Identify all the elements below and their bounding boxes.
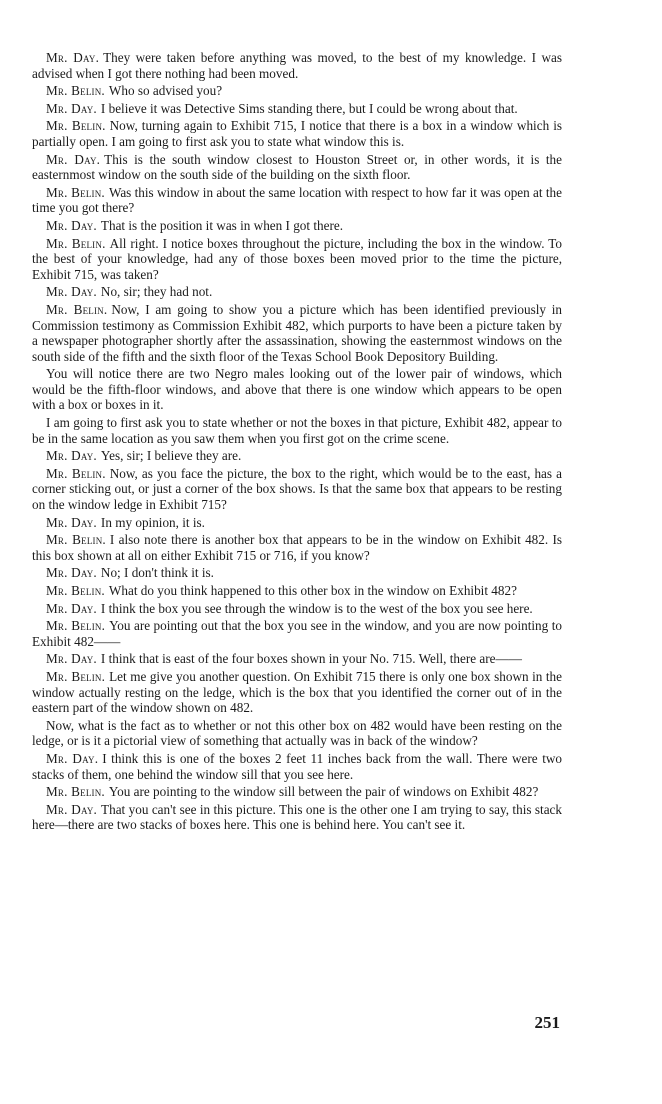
testimony-paragraph: [32, 101, 562, 117]
testimony-paragraph: [32, 718, 562, 749]
testimony-text: What do you think happened to this other box in the window on Exhibit 482?: [108, 583, 517, 598]
testimony-text: That is the position it was in when I got there.: [100, 217, 344, 233]
testimony-paragraph: [32, 651, 562, 667]
testimony-paragraph: [32, 618, 562, 649]
testimony-paragraph: [32, 415, 562, 446]
speaker-name: Mr. Day.: [46, 801, 98, 817]
testimony-paragraph: [32, 236, 562, 283]
speaker-name: Mr. Belin.: [46, 83, 105, 99]
testimony-paragraph: [32, 751, 562, 782]
testimony-text: You will notice there are two Negro males looking out of the lower pair of windows, which would be the fifth-floor windows, and above that there is one window which appears to be open with a box or boxes in it.: [32, 366, 562, 413]
testimony-text: I am going to first ask you to state whether or not the boxes in that picture, Exhibit 482, appear to be in the same location as you saw them when you first got on the crime scene.: [32, 415, 562, 446]
speaker-name: Mr. Day.: [46, 651, 97, 667]
page-number: 251: [534, 1013, 560, 1032]
speaker-name: Mr. Day.: [46, 217, 97, 233]
testimony-text: I think that is east of the four boxes shown in your No. 715. Well, there are——: [100, 651, 522, 667]
testimony-text: Now, as you face the picture, the box to the right, which would be to the east, has a corner sticking out, or just a corner of the box shows. Is that the same box that appears to be resting on the window ledge in Exhibit 715?: [32, 465, 562, 513]
testimony-text: Yes, sir; I believe they are.: [100, 448, 242, 464]
speaker-name: Mr. Day.: [46, 600, 97, 616]
speaker-name: Mr. Day.: [46, 750, 99, 766]
speaker-name: Mr. Day.: [46, 284, 97, 300]
testimony-text: No, sir; they had not.: [100, 284, 213, 300]
speaker-name: Mr. Day.: [46, 50, 100, 65]
testimony-text: I also note there is another box that appears to be in the window on Exhibit 482. Is this box shown at all on either Exhibit 715 or 716, if you know?: [32, 532, 562, 563]
testimony-text: Let me give you another question. On Exhibit 715 there is only one box shown in the window actually resting on the ledge, which is the box that you identified the corner out of in the eastern part of the window shown on 482.: [32, 668, 562, 716]
speaker-name: Mr. Belin.: [46, 301, 108, 317]
speaker-name: Mr. Belin.: [46, 668, 106, 684]
testimony-text: Now, turning again to Exhibit 715, I notice that there is a box in a window which is partially open. I am going to first ask you to state what window this is.: [32, 118, 562, 149]
testimony-text: That you can't see in this picture. This one is the other one I am trying to say, this stack here—there are two stacks of boxes here. This one is behind here. You can't see it.: [32, 801, 562, 833]
speaker-name: Mr. Day.: [46, 100, 97, 116]
testimony-paragraph: [32, 565, 562, 581]
testimony-paragraph: [32, 448, 562, 464]
speaker-name: Mr. Belin.: [46, 618, 106, 634]
speaker-name: Mr. Belin.: [46, 184, 105, 200]
testimony-text: Who so advised you?: [108, 83, 223, 99]
testimony-paragraph: [32, 466, 562, 513]
testimony-paragraph: [32, 185, 562, 216]
testimony-text: I believe it was Detective Sims standing there, but I could be wrong about that.: [100, 100, 518, 116]
speaker-name: Mr. Day.: [46, 151, 101, 167]
testimony-paragraph: [32, 366, 562, 413]
testimony-paragraph: [32, 669, 562, 716]
speaker-name: Mr. Belin.: [46, 235, 106, 251]
testimony-text: This is the south window closest to Houston Street or, in other words, it is the easternmost window on the south side of the building on the sixth floor.: [32, 151, 562, 183]
testimony-text: All right. I notice boxes throughout the picture, including the box in the window. To the best of your knowledge, had any of those boxes been moved prior to the time the picture, Exhibit 715, was taken?: [32, 235, 562, 282]
testimony-paragraph: [32, 83, 562, 99]
transcript-body: [32, 50, 562, 835]
speaker-name: Mr. Belin.: [46, 583, 105, 598]
testimony-paragraph: [32, 284, 562, 300]
speaker-name: Mr. Day.: [46, 514, 97, 530]
testimony-paragraph: [32, 218, 562, 234]
testimony-paragraph: [32, 532, 562, 563]
speaker-name: Mr. Belin.: [46, 118, 106, 134]
testimony-text: You are pointing to the window sill between the pair of windows on Exhibit 482?: [108, 784, 539, 800]
testimony-paragraph: [32, 118, 562, 149]
speaker-name: Mr. Belin.: [46, 784, 105, 800]
testimony-text: You are pointing out that the box you see in the window, and you are now pointing to Exhibit 482——: [32, 618, 562, 649]
testimony-text: I think this is one of the boxes 2 feet 11 inches back from the wall. There were two stacks of them, one behind the window sill that you see here.: [32, 750, 562, 782]
testimony-text: Now, I am going to show you a picture which has been identified previously in Commission testimony as Commission Exhibit 482, which purports to have been a picture taken by a newspaper photographer shortly after the assassination, showing the easternmost windows on the south side of the fifth and the sixth floor of the Texas School Book Depository Building.: [32, 301, 562, 364]
testimony-text: They were taken before anything was moved, to the best of my knowledge. I was advised when I got there nothing had been moved.: [32, 50, 562, 81]
speaker-name: Mr. Belin.: [46, 465, 106, 481]
testimony-paragraph: [32, 601, 562, 617]
speaker-name: Mr. Day.: [46, 448, 97, 464]
testimony-text: In my opinion, it is.: [100, 514, 205, 530]
testimony-paragraph: [32, 50, 562, 81]
testimony-text: I think the box you see through the window is to the west of the box you see here.: [100, 600, 533, 616]
testimony-paragraph: [32, 784, 562, 800]
testimony-text: Was this window in about the same location with respect to how far it was open at the time you got there?: [32, 184, 562, 216]
testimony-paragraph: [32, 583, 562, 599]
speaker-name: Mr. Belin.: [46, 532, 106, 548]
testimony-paragraph: [32, 302, 562, 364]
testimony-paragraph: [32, 152, 562, 183]
testimony-paragraph: [32, 802, 562, 833]
testimony-text: Now, what is the fact as to whether or not this other box on 482 would have been resting on the ledge, or is it a pictorial view of something that actually was in back of the window?: [32, 717, 562, 749]
speaker-name: Mr. Day.: [46, 565, 97, 581]
testimony-text: No; I don't think it is.: [100, 565, 214, 581]
testimony-paragraph: [32, 515, 562, 531]
